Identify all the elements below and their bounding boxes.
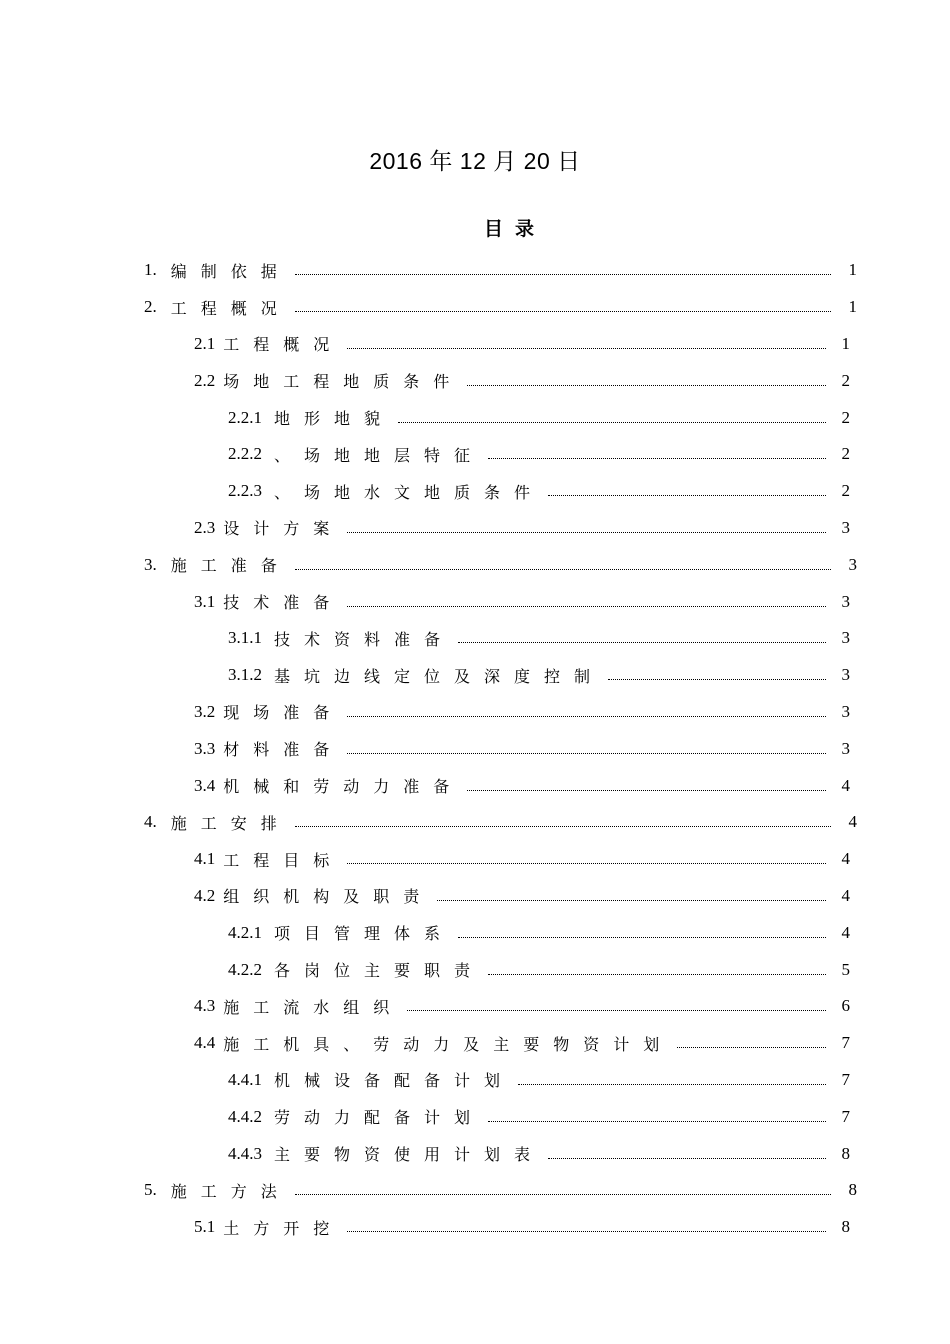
toc-entry-number: 4.3: [194, 996, 216, 1016]
toc-entry-number: 4.4.1: [228, 1069, 262, 1089]
toc-entry[interactable]: [0, 473, 950, 510]
toc-entry-label: 技术资料准备: [274, 629, 455, 649]
toc-leader-dots: [347, 715, 826, 717]
toc-entry-number: 3.2: [194, 701, 216, 721]
toc-entry[interactable]: [0, 1209, 950, 1246]
toc-entry[interactable]: [0, 252, 950, 289]
toc-entry-page: 7: [841, 1106, 850, 1126]
toc-entry-label: 机械和劳动力准备: [223, 777, 464, 797]
toc-entry-number: 3.4: [194, 775, 216, 795]
toc-entry-number: 2.2.3: [228, 481, 262, 501]
toc-entry-page: 1: [848, 297, 857, 317]
toc-entry-page: 4: [841, 922, 850, 942]
table-of-contents: [0, 252, 950, 1246]
toc-entry-label: 技术准备: [223, 593, 344, 613]
toc-entry-page: 7: [841, 1069, 850, 1089]
toc-entry[interactable]: [0, 436, 950, 473]
toc-entry-label: 设计方案: [223, 519, 344, 539]
toc-entry-number: 4.1: [194, 849, 216, 869]
toc-entry[interactable]: [0, 767, 950, 804]
toc-entry-label: 、场地地层特征: [274, 445, 485, 465]
toc-entry-label: 项目管理体系: [274, 924, 455, 944]
toc-entry-number: 2.2.1: [228, 407, 262, 427]
toc-entry-page: 2: [841, 407, 850, 427]
toc-leader-dots: [295, 273, 831, 275]
toc-entry-page: 6: [841, 996, 850, 1016]
toc-entry-label: 施工机具、劳动力及主要物资计划: [223, 1034, 674, 1054]
toc-leader-dots: [488, 457, 826, 459]
toc-entry-page: 4: [841, 849, 850, 869]
toc-leader-dots: [548, 1157, 826, 1159]
toc-entry-number: 4.4.3: [228, 1143, 262, 1163]
toc-entry-page: 3: [841, 665, 850, 685]
toc-leader-dots: [398, 421, 826, 423]
toc-entry-number: 3.1.2: [228, 665, 262, 685]
toc-entry-number: 4.2.2: [228, 959, 262, 979]
toc-entry[interactable]: [0, 841, 950, 878]
toc-leader-dots: [458, 936, 826, 938]
toc-entry-label: 编制依据: [170, 261, 291, 281]
toc-entry-label: 各岗位主要职责: [274, 961, 485, 981]
toc-entry-number: 4.: [144, 812, 157, 832]
toc-entry[interactable]: [0, 1098, 950, 1135]
toc-entry[interactable]: [0, 510, 950, 547]
toc-entry-label: 土方开挖: [223, 1218, 344, 1238]
toc-leader-dots: [347, 347, 826, 349]
toc-leader-dots: [458, 641, 826, 643]
toc-entry-page: 1: [841, 333, 850, 353]
toc-entry[interactable]: [0, 657, 950, 694]
toc-leader-dots: [467, 789, 826, 791]
toc-entry-label: 施工安排: [170, 813, 291, 833]
toc-title: 目录: [483, 218, 546, 240]
toc-entry-page: 4: [841, 885, 850, 905]
toc-entry[interactable]: [0, 694, 950, 731]
toc-leader-dots: [295, 1193, 831, 1195]
toc-entry-number: 2.2: [194, 370, 216, 390]
toc-entry-number: 2.1: [194, 333, 216, 353]
toc-entry-number: 4.2.1: [228, 922, 262, 942]
toc-entry-page: 3: [841, 591, 850, 611]
toc-entry-page: 7: [841, 1033, 850, 1053]
toc-entry-page: 2: [841, 481, 850, 501]
toc-leader-dots: [407, 1009, 826, 1011]
toc-leader-dots: [347, 752, 826, 754]
toc-entry-number: 3.1.1: [228, 628, 262, 648]
toc-entry-number: 2.2.2: [228, 444, 262, 464]
toc-entry-page: 8: [841, 1143, 850, 1163]
toc-entry[interactable]: [0, 289, 950, 326]
toc-entry-page: 3: [841, 517, 850, 537]
toc-entry-number: 4.2: [194, 885, 216, 905]
toc-leader-dots: [295, 310, 831, 312]
toc-leader-dots: [347, 1230, 826, 1232]
toc-entry-number: 4.4: [194, 1033, 216, 1053]
toc-leader-dots: [677, 1046, 826, 1048]
toc-entry-page: 8: [848, 1180, 857, 1200]
toc-entry-label: 材料准备: [223, 740, 344, 760]
toc-entry[interactable]: [0, 804, 950, 841]
toc-entry[interactable]: [0, 730, 950, 767]
toc-entry-page: 3: [841, 701, 850, 721]
toc-entry-page: 2: [841, 370, 850, 390]
toc-entry-label: 施工方法: [170, 1181, 291, 1201]
toc-entry[interactable]: [0, 1172, 950, 1209]
toc-leader-dots: [608, 678, 826, 680]
toc-entry-page: 1: [848, 260, 857, 280]
toc-leader-dots: [347, 605, 826, 607]
toc-entry[interactable]: [0, 988, 950, 1025]
toc-entry-label: 工程概况: [223, 335, 344, 355]
toc-entry-label: 劳动力配备计划: [274, 1108, 485, 1128]
toc-entry-label: 施工流水组织: [223, 997, 404, 1017]
document-date: 2016 年 12 月 20 日: [369, 148, 581, 174]
toc-entry-number: 3.: [144, 554, 157, 574]
toc-leader-dots: [295, 825, 831, 827]
toc-entry-number: 3.1: [194, 591, 216, 611]
toc-entry-page: 5: [841, 959, 850, 979]
toc-entry[interactable]: [0, 878, 950, 915]
toc-leader-dots: [488, 973, 826, 975]
toc-entry-number: 2.: [144, 297, 157, 317]
toc-entry[interactable]: [0, 399, 950, 436]
toc-entry[interactable]: [0, 620, 950, 657]
toc-entry-number: 5.1: [194, 1217, 216, 1237]
toc-leader-dots: [518, 1083, 826, 1085]
toc-entry-page: 2: [841, 444, 850, 464]
toc-entry-label: 组织机构及职责: [223, 887, 434, 907]
toc-entry-page: 4: [841, 775, 850, 795]
toc-entry-page: 3: [841, 628, 850, 648]
toc-entry-label: 主要物资使用计划表: [274, 1145, 545, 1165]
toc-entry-number: 1.: [144, 260, 157, 280]
toc-entry-label: 地形地貌: [274, 409, 395, 429]
toc-entry-number: 5.: [144, 1180, 157, 1200]
toc-entry[interactable]: [0, 951, 950, 988]
toc-entry-number: 2.3: [194, 517, 216, 537]
toc-entry-number: 4.4.2: [228, 1106, 262, 1126]
toc-entry-label: 机械设备配备计划: [274, 1071, 515, 1091]
toc-entry-label: 、场地水文地质条件: [274, 482, 545, 502]
toc-entry-page: 4: [848, 812, 857, 832]
toc-entry-page: 8: [841, 1217, 850, 1237]
toc-entry-page: 3: [848, 554, 857, 574]
toc-entry[interactable]: [0, 914, 950, 951]
toc-entry-label: 工程概况: [170, 298, 291, 318]
toc-leader-dots: [437, 899, 826, 901]
toc-leader-dots: [347, 862, 826, 864]
toc-entry-label: 基坑边线定位及深度控制: [274, 666, 605, 686]
toc-leader-dots: [488, 1120, 826, 1122]
toc-entry[interactable]: [0, 1062, 950, 1099]
toc-entry[interactable]: [0, 583, 950, 620]
toc-entry[interactable]: [0, 362, 950, 399]
toc-leader-dots: [548, 494, 826, 496]
toc-entry-label: 施工准备: [170, 556, 291, 576]
toc-leader-dots: [347, 531, 826, 533]
toc-entry[interactable]: [0, 1135, 950, 1172]
toc-entry-page: 3: [841, 738, 850, 758]
toc-entry-label: 工程目标: [223, 850, 344, 870]
toc-entry-number: 3.3: [194, 738, 216, 758]
toc-entry[interactable]: [0, 1025, 950, 1062]
toc-entry[interactable]: [0, 326, 950, 363]
toc-entry-label: 现场准备: [223, 703, 344, 723]
toc-leader-dots: [295, 568, 831, 570]
toc-entry[interactable]: [0, 546, 950, 583]
toc-entry-label: 场地工程地质条件: [223, 372, 464, 392]
toc-leader-dots: [467, 384, 826, 386]
